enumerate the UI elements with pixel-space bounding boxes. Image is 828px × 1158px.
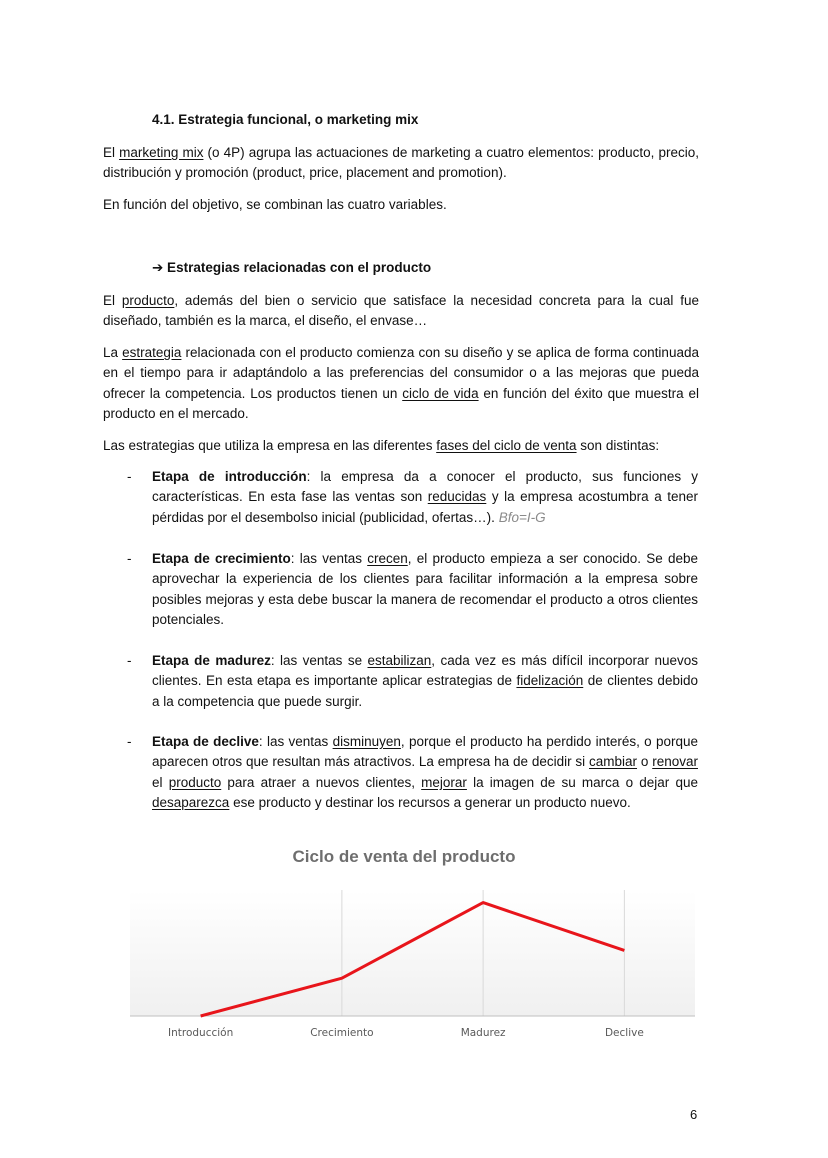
x-tick-labels bbox=[168, 1027, 644, 1039]
document-page: 4.1. Estrategia funcional, o marketing mix El marketing mix (o 4P) agrupa las actuaciones de marketing a cuatro elementos: producto, precio, distribución y promoción (product, price, placement and promotion). En función del objetivo, se combinan las cuatro variables. ➔ Estrategias relacionadas con el producto El producto, además del bien o servicio que satisface la necesidad concreta para la cual fue diseñado, también es la marca, el diseño, el envase… La estrategia relacionada con el producto comienza con su diseño y se aplica de forma continuada en el tiempo para ir adaptándolo a las preferencias del consumidor o a las mejoras que pueda ofrecer la competencia. Los productos tienen un ciclo de vida en función del éxito que muestra el producto en el mercado. Las estrategias que utiliza la empresa en las diferentes fases del ciclo de venta son distintas: - Etapa de introducción: la empresa da a conocer el producto, sus funciones y características. En esta fase las ventas son reducidas y la empresa acostumbra a tener pérdidas por el desembolso inicial (publicidad, ofertas…). Bfo=I-G - Etapa de crecimiento: las ventas crecen, el producto empieza a ser conocido. Se debe aprovechar la experiencia de los clientes para facilitar información a la empresa sobre posibles mejoras y esta debe buscar la manera de recomendar el producto a otros clientes potenciales. - Etapa de madurez: las ventas se estabilizan, cada vez es más difícil incorporar nuevos clientes. En esta etapa es importante aplicar estrategias de fidelización de clientes debido a la competencia que puede surgir. - Etapa de declive: las ventas disminuyen, porque el producto ha perdido interés, o porque aparecen otros que resultan más atractivos. La empresa ha de decidir si cambiar o renovar el producto para atraer a nuevos clientes, mejorar la imagen de su marca o dejar que desaparezca ese producto y destinar los recursos a generar un producto nuevo. Ciclo de venta del producto Introducción Crecimiento Madurez Declive 6 bbox=[0, 0, 828, 1158]
x-tick-label: Declive bbox=[604, 1027, 644, 1039]
intro-paragraph-2: En función del objetivo, se combinan las cuatro variables. bbox=[103, 197, 447, 212]
intro-paragraph-1: El marketing mix (o 4P) agrupa las actuaciones de marketing a cuatro elementos: producto, precio, distribución y promoción (product, price, placement and promotion). bbox=[103, 145, 699, 181]
x-tick-label: Madurez bbox=[460, 1027, 506, 1039]
page-number: 6 bbox=[690, 1107, 698, 1122]
chart-title: Ciclo de venta del producto bbox=[292, 847, 516, 866]
product-paragraph-1: El producto, además del bien o servicio que satisface la necesidad concreta para la cual fue diseñado, también es la marca, el diseño, el envase… bbox=[103, 293, 699, 329]
plot-area bbox=[130, 890, 695, 1016]
section-heading: 4.1. Estrategia funcional, o marketing mix bbox=[152, 112, 419, 127]
product-paragraph-3: Las estrategias que utiliza la empresa en las diferentes fases del ciclo de venta son distintas: bbox=[103, 438, 660, 453]
bullet-dash: - bbox=[127, 469, 132, 484]
formula-text: Bfo=I-G bbox=[498, 509, 546, 525]
x-tick-label: Crecimiento bbox=[310, 1027, 374, 1039]
bullet-dash: - bbox=[127, 734, 132, 749]
link-marketing-mix: marketing mix bbox=[119, 145, 204, 160]
sales-cycle-chart bbox=[100, 840, 710, 1050]
bullet-dash: - bbox=[127, 653, 132, 668]
subsection-heading: ➔ Estrategias relacionadas con el producto bbox=[152, 260, 432, 275]
x-tick-label: Introducción bbox=[168, 1027, 234, 1039]
product-paragraph-2: La estrategia relacionada con el producto comienza con su diseño y se aplica de forma continuada en el tiempo para ir adaptándolo a las preferencias del consumidor o a las mejoras que pueda ofrecer la competencia. Los productos tienen un ciclo de vida en función del éxito que muestra el producto en el mercado. bbox=[103, 345, 699, 421]
bullet-dash: - bbox=[127, 551, 132, 566]
